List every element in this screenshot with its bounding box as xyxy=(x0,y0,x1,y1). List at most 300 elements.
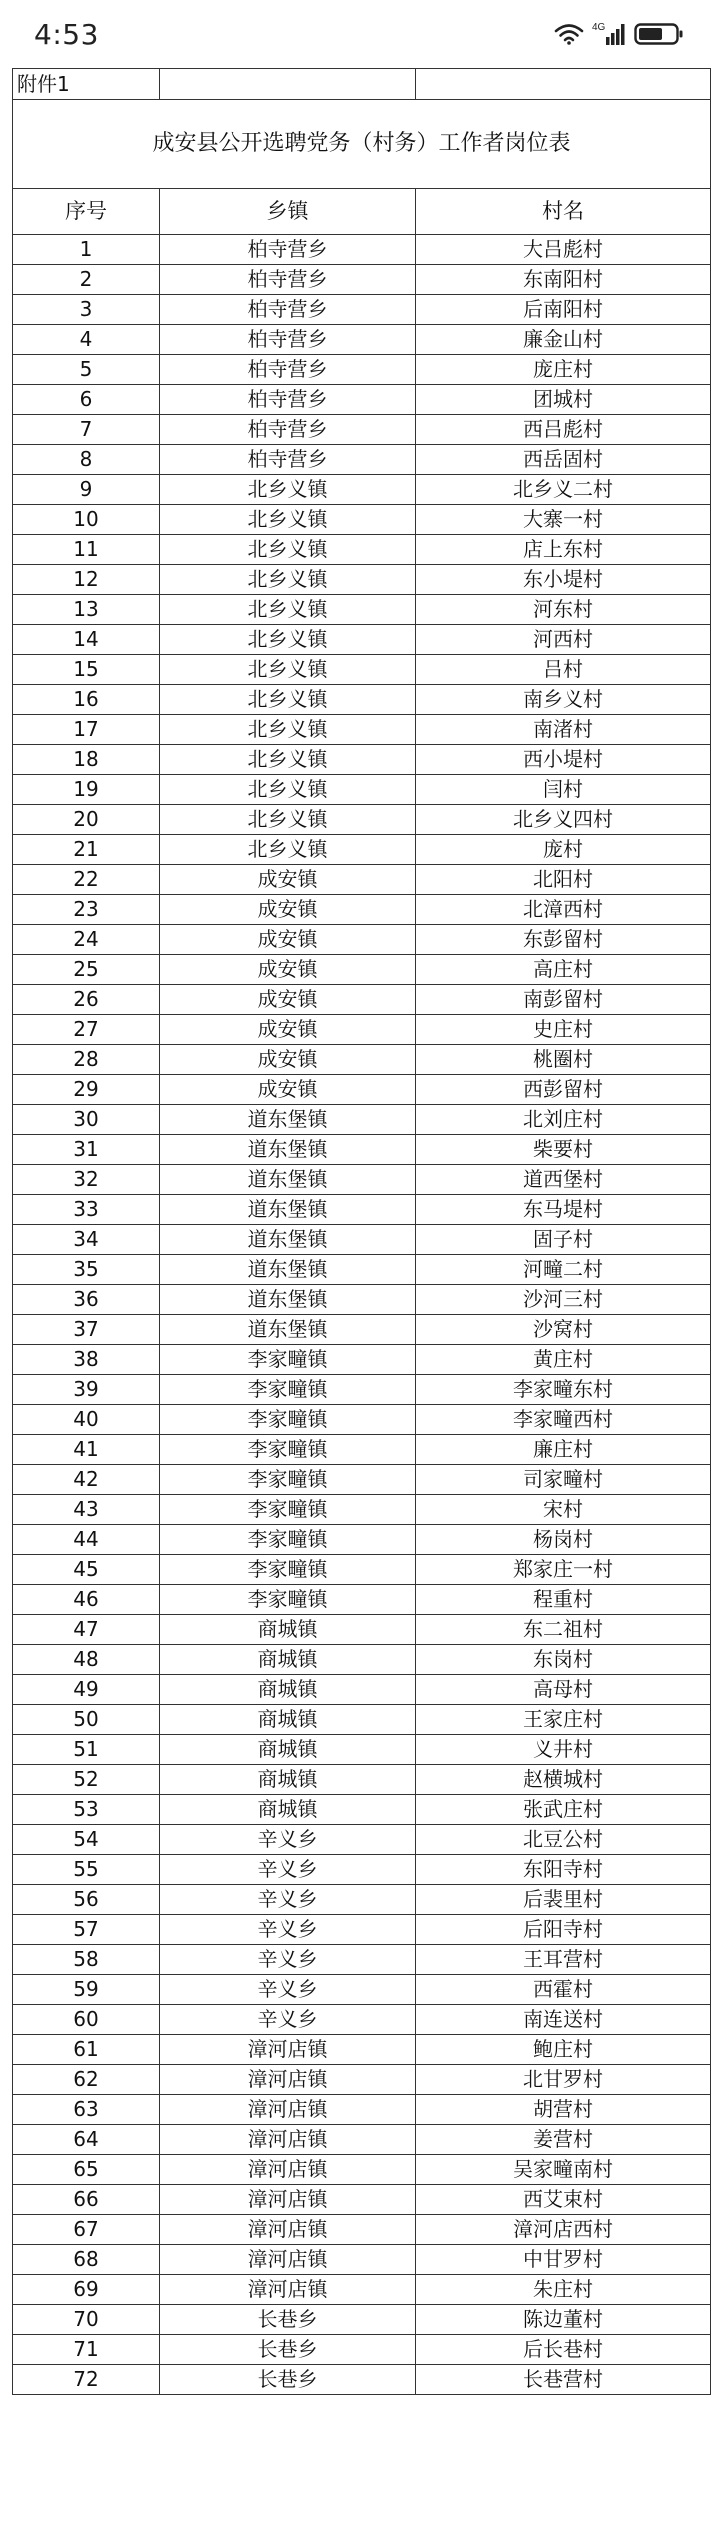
cell-index[interactable]: 25 xyxy=(13,955,160,985)
cell-township[interactable]: 商城镇 xyxy=(160,1765,416,1795)
cell-index[interactable]: 50 xyxy=(13,1705,160,1735)
cell-village[interactable]: 东南阳村 xyxy=(416,265,711,295)
cell-village[interactable]: 李家疃东村 xyxy=(416,1375,711,1405)
cell-index[interactable]: 48 xyxy=(13,1645,160,1675)
cell-township[interactable]: 北乡义镇 xyxy=(160,505,416,535)
cell-township[interactable]: 道东堡镇 xyxy=(160,1135,416,1165)
table-row xyxy=(13,2215,711,2245)
cell-village[interactable]: 北甘罗村 xyxy=(416,2065,711,2095)
cell-index[interactable]: 69 xyxy=(13,2275,160,2305)
cell-village[interactable]: 河西村 xyxy=(416,625,711,655)
table-row xyxy=(13,295,711,325)
table-row xyxy=(13,1555,711,1585)
cell-index[interactable]: 47 xyxy=(13,1615,160,1645)
cell-township[interactable]: 李家疃镇 xyxy=(160,1495,416,1525)
attachment-label[interactable]: 附件1 xyxy=(13,69,160,100)
cell-index[interactable]: 40 xyxy=(13,1405,160,1435)
cell-township[interactable]: 漳河店镇 xyxy=(160,2215,416,2245)
cell-village[interactable]: 廉金山村 xyxy=(416,325,711,355)
table-row xyxy=(13,955,711,985)
cell-index[interactable]: 24 xyxy=(13,925,160,955)
cell-index[interactable]: 39 xyxy=(13,1375,160,1405)
cell-village[interactable]: 廉庄村 xyxy=(416,1435,711,1465)
cell-village[interactable]: 河疃二村 xyxy=(416,1255,711,1285)
status-bar xyxy=(0,0,720,68)
cell-village[interactable]: 中甘罗村 xyxy=(416,2245,711,2275)
table-row xyxy=(13,1345,711,1375)
cell-index[interactable]: 51 xyxy=(13,1735,160,1765)
table-row xyxy=(13,1855,711,1885)
cell-village[interactable]: 北阳村 xyxy=(416,865,711,895)
cell-village[interactable]: 东阳寺村 xyxy=(416,1855,711,1885)
cell-index[interactable]: 5 xyxy=(13,355,160,385)
table-row xyxy=(13,1015,711,1045)
cell-village[interactable]: 北乡义二村 xyxy=(416,475,711,505)
cell-village[interactable]: 西岳固村 xyxy=(416,445,711,475)
cell-index[interactable]: 21 xyxy=(13,835,160,865)
cell-township[interactable]: 北乡义镇 xyxy=(160,805,416,835)
cell-index[interactable]: 64 xyxy=(13,2125,160,2155)
cell-township[interactable]: 道东堡镇 xyxy=(160,1195,416,1225)
cell-index[interactable]: 34 xyxy=(13,1225,160,1255)
title-row xyxy=(13,100,711,189)
cell-township[interactable]: 成安镇 xyxy=(160,985,416,1015)
table-row xyxy=(13,655,711,685)
cell-index[interactable]: 15 xyxy=(13,655,160,685)
table-row xyxy=(13,1045,711,1075)
table-row xyxy=(13,775,711,805)
cell-township[interactable]: 柏寺营乡 xyxy=(160,415,416,445)
cell-index[interactable]: 23 xyxy=(13,895,160,925)
cell-village[interactable]: 团城村 xyxy=(416,385,711,415)
cell-index[interactable]: 14 xyxy=(13,625,160,655)
system-icons xyxy=(554,21,684,47)
network-type-label: 4G xyxy=(592,22,606,33)
cell-index[interactable]: 19 xyxy=(13,775,160,805)
cell-index[interactable]: 43 xyxy=(13,1495,160,1525)
table-row xyxy=(13,925,711,955)
table-row xyxy=(13,2365,711,2395)
cell-index[interactable]: 63 xyxy=(13,2095,160,2125)
table-row xyxy=(13,1795,711,1825)
cell-village[interactable]: 司家疃村 xyxy=(416,1465,711,1495)
cell-index[interactable]: 22 xyxy=(13,865,160,895)
cell-township[interactable]: 柏寺营乡 xyxy=(160,265,416,295)
table-row xyxy=(13,985,711,1015)
cell-index[interactable]: 49 xyxy=(13,1675,160,1705)
cell-township[interactable]: 李家疃镇 xyxy=(160,1345,416,1375)
cell-township[interactable]: 柏寺营乡 xyxy=(160,235,416,265)
cell-index[interactable]: 59 xyxy=(13,1975,160,2005)
table-body xyxy=(13,69,711,2395)
cell-township[interactable]: 长巷乡 xyxy=(160,2335,416,2365)
cell-village[interactable]: 宋村 xyxy=(416,1495,711,1525)
cell-index[interactable]: 54 xyxy=(13,1825,160,1855)
cell-township[interactable]: 商城镇 xyxy=(160,1645,416,1675)
cell-township[interactable]: 辛义乡 xyxy=(160,1825,416,1855)
cell-index[interactable]: 44 xyxy=(13,1525,160,1555)
cell-index[interactable]: 13 xyxy=(13,595,160,625)
table-row xyxy=(13,445,711,475)
cell-index[interactable]: 55 xyxy=(13,1855,160,1885)
table-row xyxy=(13,1975,711,2005)
cell-township[interactable]: 漳河店镇 xyxy=(160,2275,416,2305)
table-row xyxy=(13,1075,711,1105)
cell-village[interactable]: 赵横城村 xyxy=(416,1765,711,1795)
cell-index[interactable]: 27 xyxy=(13,1015,160,1045)
table-row xyxy=(13,2065,711,2095)
cell-township[interactable]: 北乡义镇 xyxy=(160,565,416,595)
cell-village[interactable]: 高庄村 xyxy=(416,955,711,985)
table-row xyxy=(13,1375,711,1405)
cell-township[interactable]: 商城镇 xyxy=(160,1795,416,1825)
cell-village[interactable]: 东马堤村 xyxy=(416,1195,711,1225)
cell-township[interactable]: 商城镇 xyxy=(160,1735,416,1765)
cell-index[interactable]: 71 xyxy=(13,2335,160,2365)
cell-village[interactable]: 大寨一村 xyxy=(416,505,711,535)
cell-township[interactable]: 商城镇 xyxy=(160,1705,416,1735)
cell-index[interactable]: 46 xyxy=(13,1585,160,1615)
cell-township[interactable]: 辛义乡 xyxy=(160,2005,416,2035)
cell-village[interactable]: 闫村 xyxy=(416,775,711,805)
table-row xyxy=(13,1525,711,1555)
cell-township[interactable]: 道东堡镇 xyxy=(160,1285,416,1315)
cell-index[interactable]: 62 xyxy=(13,2065,160,2095)
attachment-row xyxy=(13,69,711,100)
cell-township[interactable]: 柏寺营乡 xyxy=(160,325,416,355)
cell-index[interactable]: 18 xyxy=(13,745,160,775)
cell-township[interactable]: 李家疃镇 xyxy=(160,1585,416,1615)
cell-township[interactable]: 成安镇 xyxy=(160,955,416,985)
cell-township[interactable]: 道东堡镇 xyxy=(160,1165,416,1195)
cell-village[interactable]: 柴要村 xyxy=(416,1135,711,1165)
cell-index[interactable]: 11 xyxy=(13,535,160,565)
table-row xyxy=(13,1945,711,1975)
cell-village[interactable]: 沙河三村 xyxy=(416,1285,711,1315)
cell-township[interactable]: 北乡义镇 xyxy=(160,535,416,565)
cell-index[interactable]: 65 xyxy=(13,2155,160,2185)
cell-village[interactable]: 吕村 xyxy=(416,655,711,685)
cell-index[interactable]: 33 xyxy=(13,1195,160,1225)
cell-village[interactable]: 史庄村 xyxy=(416,1015,711,1045)
cell-township[interactable]: 道东堡镇 xyxy=(160,1255,416,1285)
cell-index[interactable]: 72 xyxy=(13,2365,160,2395)
cell-village[interactable]: 张武庄村 xyxy=(416,1795,711,1825)
table-row xyxy=(13,325,711,355)
cell-village[interactable]: 漳河店西村 xyxy=(416,2215,711,2245)
empty-cell[interactable] xyxy=(416,69,711,100)
cell-index[interactable]: 32 xyxy=(13,1165,160,1195)
cell-township[interactable]: 漳河店镇 xyxy=(160,2065,416,2095)
table-row xyxy=(13,1465,711,1495)
cell-township[interactable]: 长巷乡 xyxy=(160,2365,416,2395)
signal-icon xyxy=(592,21,626,47)
cell-index[interactable]: 70 xyxy=(13,2305,160,2335)
table-row xyxy=(13,385,711,415)
cell-township[interactable]: 辛义乡 xyxy=(160,1945,416,1975)
table-row xyxy=(13,265,711,295)
table-row xyxy=(13,2275,711,2305)
cell-index[interactable]: 17 xyxy=(13,715,160,745)
cell-village[interactable]: 高母村 xyxy=(416,1675,711,1705)
cell-index[interactable]: 1 xyxy=(13,235,160,265)
table-row xyxy=(13,1885,711,1915)
cell-village[interactable]: 南渚村 xyxy=(416,715,711,745)
cell-township[interactable]: 漳河店镇 xyxy=(160,2125,416,2155)
cell-village[interactable]: 西彭留村 xyxy=(416,1075,711,1105)
cell-township[interactable]: 道东堡镇 xyxy=(160,1225,416,1255)
table-row xyxy=(13,2125,711,2155)
cell-village[interactable]: 东彭留村 xyxy=(416,925,711,955)
cell-index[interactable]: 60 xyxy=(13,2005,160,2035)
table-row xyxy=(13,1135,711,1165)
cell-township[interactable]: 长巷乡 xyxy=(160,2305,416,2335)
cell-index[interactable]: 41 xyxy=(13,1435,160,1465)
cell-township[interactable]: 辛义乡 xyxy=(160,1885,416,1915)
cell-township[interactable]: 成安镇 xyxy=(160,1075,416,1105)
cell-township[interactable]: 李家疃镇 xyxy=(160,1375,416,1405)
cell-index[interactable]: 61 xyxy=(13,2035,160,2065)
cell-village[interactable]: 长巷营村 xyxy=(416,2365,711,2395)
cell-village[interactable]: 庞村 xyxy=(416,835,711,865)
cell-township[interactable]: 辛义乡 xyxy=(160,1855,416,1885)
recruitment-table xyxy=(12,68,711,2395)
cell-index[interactable]: 30 xyxy=(13,1105,160,1135)
cell-village[interactable]: 胡营村 xyxy=(416,2095,711,2125)
spreadsheet xyxy=(12,68,710,2395)
cell-township[interactable]: 北乡义镇 xyxy=(160,685,416,715)
cell-index[interactable]: 68 xyxy=(13,2245,160,2275)
cell-index[interactable]: 16 xyxy=(13,685,160,715)
table-row xyxy=(13,1705,711,1735)
cell-village[interactable]: 西吕彪村 xyxy=(416,415,711,445)
cell-township[interactable]: 北乡义镇 xyxy=(160,745,416,775)
cell-index[interactable]: 26 xyxy=(13,985,160,1015)
cell-village[interactable]: 东小堤村 xyxy=(416,565,711,595)
table-row xyxy=(13,2095,711,2125)
table-row xyxy=(13,2185,711,2215)
cell-index[interactable]: 35 xyxy=(13,1255,160,1285)
cell-index[interactable]: 8 xyxy=(13,445,160,475)
table-row xyxy=(13,1165,711,1195)
cell-township[interactable]: 辛义乡 xyxy=(160,1975,416,2005)
table-row xyxy=(13,235,711,265)
cell-village[interactable]: 郑家庄一村 xyxy=(416,1555,711,1585)
cell-village[interactable]: 义井村 xyxy=(416,1735,711,1765)
cell-village[interactable]: 鲍庄村 xyxy=(416,2035,711,2065)
cell-index[interactable]: 45 xyxy=(13,1555,160,1585)
table-row xyxy=(13,505,711,535)
cell-village[interactable]: 东岗村 xyxy=(416,1645,711,1675)
table-row xyxy=(13,1285,711,1315)
cell-index[interactable]: 37 xyxy=(13,1315,160,1345)
cell-index[interactable]: 66 xyxy=(13,2185,160,2215)
cell-village[interactable]: 后裴里村 xyxy=(416,1885,711,1915)
cell-township[interactable]: 成安镇 xyxy=(160,1045,416,1075)
cell-village[interactable]: 店上东村 xyxy=(416,535,711,565)
table-row xyxy=(13,1195,711,1225)
cell-village[interactable]: 杨岗村 xyxy=(416,1525,711,1555)
cell-index[interactable]: 31 xyxy=(13,1135,160,1165)
cell-village[interactable]: 后长巷村 xyxy=(416,2335,711,2365)
cell-township[interactable]: 李家疃镇 xyxy=(160,1555,416,1585)
table-row xyxy=(13,1255,711,1285)
cell-township[interactable]: 漳河店镇 xyxy=(160,2095,416,2125)
cell-index[interactable]: 10 xyxy=(13,505,160,535)
cell-village[interactable]: 黄庄村 xyxy=(416,1345,711,1375)
table-row xyxy=(13,1585,711,1615)
cell-index[interactable]: 2 xyxy=(13,265,160,295)
cell-village[interactable]: 西霍村 xyxy=(416,1975,711,2005)
table-row xyxy=(13,2335,711,2365)
cell-township[interactable]: 道东堡镇 xyxy=(160,1105,416,1135)
cell-township[interactable]: 李家疃镇 xyxy=(160,1435,416,1465)
cell-village[interactable]: 固子村 xyxy=(416,1225,711,1255)
cell-township[interactable]: 成安镇 xyxy=(160,925,416,955)
table-row xyxy=(13,2035,711,2065)
cell-village[interactable]: 程重村 xyxy=(416,1585,711,1615)
cell-township[interactable]: 成安镇 xyxy=(160,895,416,925)
cell-index[interactable]: 9 xyxy=(13,475,160,505)
cell-index[interactable]: 52 xyxy=(13,1765,160,1795)
table-row xyxy=(13,745,711,775)
table-row xyxy=(13,1765,711,1795)
cell-index[interactable]: 42 xyxy=(13,1465,160,1495)
table-row xyxy=(13,895,711,925)
table-row xyxy=(13,715,711,745)
cell-village[interactable]: 西小堤村 xyxy=(416,745,711,775)
header-township[interactable]: 乡镇 xyxy=(160,189,416,235)
cell-township[interactable]: 漳河店镇 xyxy=(160,2035,416,2065)
cell-village[interactable]: 李家疃西村 xyxy=(416,1405,711,1435)
cell-index[interactable]: 4 xyxy=(13,325,160,355)
table-row xyxy=(13,1675,711,1705)
cell-township[interactable]: 李家疃镇 xyxy=(160,1525,416,1555)
cell-township[interactable]: 漳河店镇 xyxy=(160,2245,416,2275)
cell-township[interactable]: 成安镇 xyxy=(160,1015,416,1045)
cell-village[interactable]: 朱庄村 xyxy=(416,2275,711,2305)
cell-village[interactable]: 后阳寺村 xyxy=(416,1915,711,1945)
cell-index[interactable]: 57 xyxy=(13,1915,160,1945)
cell-village[interactable]: 北豆公村 xyxy=(416,1825,711,1855)
cell-village[interactable]: 北漳西村 xyxy=(416,895,711,925)
cell-index[interactable]: 12 xyxy=(13,565,160,595)
cell-village[interactable]: 桃圈村 xyxy=(416,1045,711,1075)
cell-township[interactable]: 柏寺营乡 xyxy=(160,295,416,325)
table-row xyxy=(13,475,711,505)
cell-township[interactable]: 柏寺营乡 xyxy=(160,385,416,415)
cell-township[interactable]: 北乡义镇 xyxy=(160,835,416,865)
table-row xyxy=(13,2245,711,2275)
cell-township[interactable]: 商城镇 xyxy=(160,1675,416,1705)
table-row xyxy=(13,595,711,625)
cell-index[interactable]: 67 xyxy=(13,2215,160,2245)
cell-index[interactable]: 38 xyxy=(13,1345,160,1375)
clock-time: 4:53 xyxy=(34,17,99,51)
cell-village[interactable]: 姜营村 xyxy=(416,2125,711,2155)
cell-township[interactable]: 李家疃镇 xyxy=(160,1465,416,1495)
table-row xyxy=(13,1645,711,1675)
table-row xyxy=(13,1435,711,1465)
cell-township[interactable]: 李家疃镇 xyxy=(160,1405,416,1435)
table-row xyxy=(13,865,711,895)
cell-index[interactable]: 29 xyxy=(13,1075,160,1105)
cell-village[interactable]: 王家庄村 xyxy=(416,1705,711,1735)
cell-village[interactable]: 南乡义村 xyxy=(416,685,711,715)
table-row xyxy=(13,1735,711,1765)
header-row xyxy=(13,189,711,235)
table-row xyxy=(13,1915,711,1945)
header-index[interactable]: 序号 xyxy=(13,189,160,235)
table-row xyxy=(13,1405,711,1435)
cell-township[interactable]: 北乡义镇 xyxy=(160,595,416,625)
cell-village[interactable]: 大吕彪村 xyxy=(416,235,711,265)
table-row xyxy=(13,1825,711,1855)
cell-township[interactable]: 漳河店镇 xyxy=(160,2185,416,2215)
battery-icon xyxy=(634,21,684,47)
cell-village[interactable]: 庞庄村 xyxy=(416,355,711,385)
cell-index[interactable]: 3 xyxy=(13,295,160,325)
cell-village[interactable]: 北刘庄村 xyxy=(416,1105,711,1135)
cell-township[interactable]: 北乡义镇 xyxy=(160,625,416,655)
cell-village[interactable]: 沙窝村 xyxy=(416,1315,711,1345)
table-row xyxy=(13,1105,711,1135)
empty-cell[interactable] xyxy=(160,69,416,100)
table-row xyxy=(13,625,711,655)
cell-village[interactable]: 东二祖村 xyxy=(416,1615,711,1645)
table-row xyxy=(13,2155,711,2185)
cell-index[interactable]: 36 xyxy=(13,1285,160,1315)
cell-index[interactable]: 58 xyxy=(13,1945,160,1975)
cell-index[interactable]: 28 xyxy=(13,1045,160,1075)
table-row xyxy=(13,1315,711,1345)
cell-index[interactable]: 7 xyxy=(13,415,160,445)
cell-index[interactable]: 53 xyxy=(13,1795,160,1825)
table-row xyxy=(13,685,711,715)
cell-village[interactable]: 北乡义四村 xyxy=(416,805,711,835)
table-row xyxy=(13,1225,711,1255)
cell-village[interactable]: 西艾束村 xyxy=(416,2185,711,2215)
cell-index[interactable]: 56 xyxy=(13,1885,160,1915)
cell-village[interactable]: 吴家疃南村 xyxy=(416,2155,711,2185)
cell-village[interactable]: 后南阳村 xyxy=(416,295,711,325)
cell-township[interactable]: 北乡义镇 xyxy=(160,715,416,745)
cell-township[interactable]: 漳河店镇 xyxy=(160,2155,416,2185)
header-village[interactable]: 村名 xyxy=(416,189,711,235)
cell-village[interactable]: 陈边董村 xyxy=(416,2305,711,2335)
cell-township[interactable]: 成安镇 xyxy=(160,865,416,895)
cell-village[interactable]: 道西堡村 xyxy=(416,1165,711,1195)
cell-township[interactable]: 商城镇 xyxy=(160,1615,416,1645)
cell-index[interactable]: 20 xyxy=(13,805,160,835)
cell-village[interactable]: 河东村 xyxy=(416,595,711,625)
cell-township[interactable]: 北乡义镇 xyxy=(160,655,416,685)
cell-township[interactable]: 道东堡镇 xyxy=(160,1315,416,1345)
cell-village[interactable]: 南连送村 xyxy=(416,2005,711,2035)
cell-township[interactable]: 北乡义镇 xyxy=(160,475,416,505)
cell-township[interactable]: 柏寺营乡 xyxy=(160,355,416,385)
table-row xyxy=(13,805,711,835)
table-row xyxy=(13,355,711,385)
cell-township[interactable]: 北乡义镇 xyxy=(160,775,416,805)
cell-township[interactable]: 柏寺营乡 xyxy=(160,445,416,475)
cell-township[interactable]: 辛义乡 xyxy=(160,1915,416,1945)
table-title[interactable]: 成安县公开选聘党务（村务）工作者岗位表 xyxy=(13,100,711,189)
cell-index[interactable]: 6 xyxy=(13,385,160,415)
cell-village[interactable]: 南彭留村 xyxy=(416,985,711,1015)
cell-village[interactable]: 王耳营村 xyxy=(416,1945,711,1975)
table-row xyxy=(13,835,711,865)
